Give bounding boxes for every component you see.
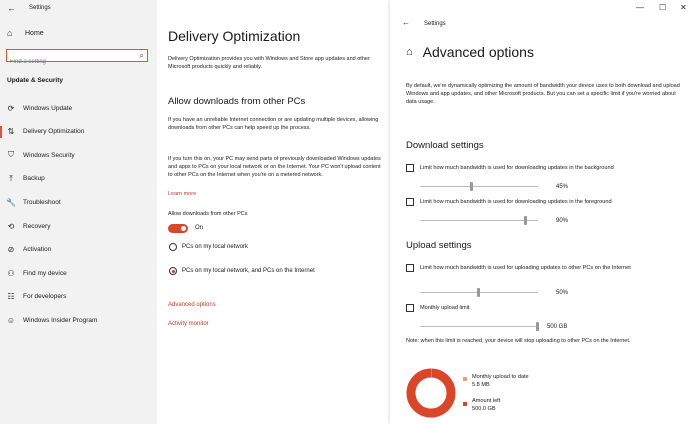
wrench-icon: 🔧 xyxy=(6,197,16,207)
slider-thumb[interactable] xyxy=(524,216,527,225)
download-foreground-slider[interactable] xyxy=(420,220,538,221)
allow-downloads-label: Allow downloads from other PCs xyxy=(168,211,248,217)
sidebar-item-label: Find my device xyxy=(23,269,67,277)
learn-more-link[interactable]: Learn more xyxy=(168,191,197,197)
advanced-options-window xyxy=(390,0,697,424)
window-title: Settings xyxy=(29,5,51,11)
home-label: Home xyxy=(25,29,44,37)
shield-icon: ⛉ xyxy=(8,150,14,160)
advanced-heading xyxy=(406,44,534,60)
advanced-title: Advanced options xyxy=(422,44,534,60)
allow-downloads-paragraph-1: If you have an unreliable Internet connection or are updating multiple devices, allowing downloads from other PCs can help speed up the process. xyxy=(168,117,379,131)
advanced-options-link[interactable]: Advanced options xyxy=(168,302,216,308)
activation-icon: ⊘ xyxy=(7,245,15,255)
search-box[interactable] xyxy=(6,49,148,62)
recovery-icon: ⟲ xyxy=(7,221,15,231)
download-background-label: Limit how much bandwidth is used for downloading updates in the background xyxy=(420,165,614,171)
upload-limit-label: Limit how much bandwidth is used for uploading updates to other PCs on the Internet xyxy=(420,265,631,271)
sidebar-item-for-developers[interactable] xyxy=(0,286,157,308)
sidebar-item-windows-insider-program[interactable] xyxy=(0,309,157,331)
legend-left-label: Amount left xyxy=(472,398,501,404)
back-arrow-icon[interactable]: ← xyxy=(402,18,410,27)
sidebar-item-label: Backup xyxy=(23,175,45,183)
insider-icon: ☺ xyxy=(6,315,16,325)
download-background-value: 45% xyxy=(556,184,569,190)
download-foreground-label: Limit how much bandwidth is used for downloading updates in the foreground xyxy=(420,199,612,205)
sidebar-item-label: Troubleshoot xyxy=(23,198,61,206)
upload-settings-heading: Upload settings xyxy=(406,240,472,251)
sidebar-item-label: Activation xyxy=(23,246,52,254)
legend-used-swatch xyxy=(463,377,467,381)
radio-local-and-internet[interactable] xyxy=(169,267,177,275)
maximize-icon[interactable]: ☐ xyxy=(659,3,667,12)
allow-downloads-toggle[interactable] xyxy=(168,224,188,233)
slider-thumb[interactable] xyxy=(536,322,539,331)
sidebar-item-backup[interactable] xyxy=(0,168,157,190)
page-description: Delivery Optimization provides you with Windows and Store app updates and other Microsoft products quickly and reliably. xyxy=(168,56,370,70)
sidebar-item-label: Recovery xyxy=(23,222,51,230)
legend-used-label: Monthly upload to date xyxy=(472,374,529,380)
download-settings-heading: Download settings xyxy=(406,140,484,151)
sidebar-item-windows-security[interactable] xyxy=(0,144,157,166)
upload-usage-donut xyxy=(406,368,456,418)
person-icon: ⚇ xyxy=(7,268,15,278)
upload-limit-slider[interactable] xyxy=(420,292,538,293)
sidebar-item-label: Windows Security xyxy=(23,151,75,159)
close-icon[interactable]: ✕ xyxy=(680,3,687,12)
title-bar xyxy=(0,0,157,18)
search-input[interactable] xyxy=(7,57,133,68)
minimize-icon[interactable]: — xyxy=(636,3,644,12)
slider-thumb[interactable] xyxy=(470,182,473,191)
sidebar-item-label: Windows Insider Program xyxy=(23,316,98,324)
home-icon: ⌂ xyxy=(7,28,13,38)
sync-icon: ⟳ xyxy=(7,103,15,113)
home-icon: ⌂ xyxy=(406,46,413,58)
activity-monitor-link[interactable]: Activity monitor xyxy=(168,321,209,327)
legend-left-value: 500.0 GB xyxy=(472,406,496,412)
allow-downloads-heading: Allow downloads from other PCs xyxy=(168,96,306,107)
radio-local-network-label[interactable]: PCs on my local network xyxy=(182,244,249,250)
legend-left-swatch xyxy=(463,402,467,406)
legend-used-value: 5.8 MB xyxy=(472,382,490,388)
sidebar-item-recovery[interactable] xyxy=(0,215,157,237)
search-icon[interactable]: ⌕ xyxy=(139,51,144,60)
upload-limit-value: 50% xyxy=(556,290,569,296)
delivery-optimization-pane xyxy=(157,0,390,424)
settings-sidebar xyxy=(0,0,157,424)
sidebar-item-troubleshoot[interactable] xyxy=(0,191,157,213)
advanced-description: By default, we're dynamically optimizing the amount of bandwidth your device uses to both download and upload Windows and app updates, and other Microsoft products. But you can set a specific limit if you're worried about data usage. xyxy=(406,83,680,105)
slider-thumb[interactable] xyxy=(477,288,480,297)
sidebar-item-windows-update[interactable] xyxy=(0,97,157,119)
allow-downloads-paragraph-2: If you turn this on, your PC may send parts of previously downloaded Windows updates and apps to PCs on your local network or on the Internet. Your PC won't upload content to other PCs on the Internet when you're on a metered network. xyxy=(168,156,381,178)
toggle-state-label: On xyxy=(195,225,204,231)
home-link[interactable] xyxy=(7,28,44,38)
delivery-optimization-icon: ⇅ xyxy=(7,127,15,137)
download-background-slider[interactable] xyxy=(420,186,538,187)
section-title: Update & Security xyxy=(7,77,63,84)
monthly-upload-value: 500 GB xyxy=(547,324,568,330)
radio-local-and-internet-label[interactable]: PCs on my local network, and PCs on the Internet xyxy=(182,268,315,274)
backup-icon: ⤒ xyxy=(9,173,13,183)
monthly-upload-label: Monthly upload limit xyxy=(420,305,470,311)
page-title: Delivery Optimization xyxy=(168,28,301,44)
sidebar-item-label: For developers xyxy=(23,293,67,301)
upload-limit-checkbox[interactable] xyxy=(406,264,414,272)
developer-icon: ☷ xyxy=(7,292,15,302)
download-foreground-value: 90% xyxy=(556,218,569,224)
sidebar-item-delivery-optimization[interactable] xyxy=(0,121,157,143)
upload-limit-note: Note: when this limit is reached, your device will stop uploading to other PCs on the Internet. xyxy=(406,338,631,344)
sidebar-item-label: Windows Update xyxy=(23,104,73,112)
sidebar-item-label: Delivery Optimization xyxy=(23,128,85,136)
monthly-upload-checkbox[interactable] xyxy=(406,304,414,312)
amount-left-ring xyxy=(411,373,451,413)
sidebar-item-find-my-device[interactable] xyxy=(0,262,157,284)
download-background-checkbox[interactable] xyxy=(406,164,414,172)
download-foreground-checkbox[interactable] xyxy=(406,198,414,206)
back-arrow-icon[interactable]: ← xyxy=(7,3,16,13)
monthly-upload-slider[interactable] xyxy=(420,326,538,327)
toggle-knob xyxy=(181,226,186,231)
radio-local-network[interactable] xyxy=(169,243,177,251)
advanced-window-title: Settings xyxy=(424,21,446,27)
sidebar-item-activation[interactable] xyxy=(0,239,157,261)
